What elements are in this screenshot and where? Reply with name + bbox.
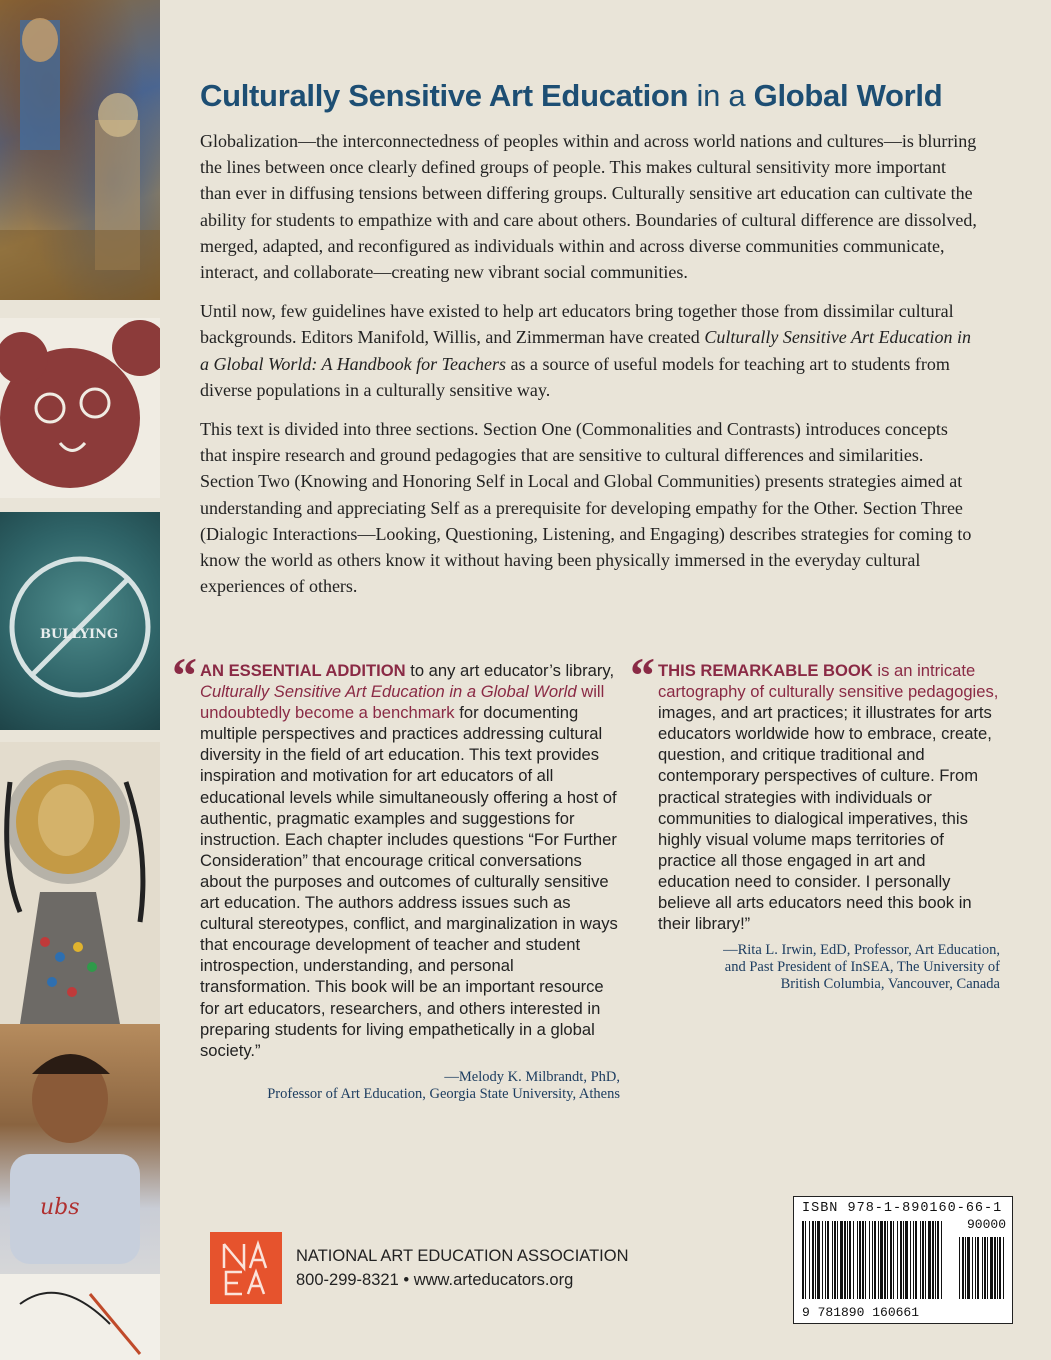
barcode-bar [853,1221,854,1299]
page-title [200,78,942,114]
barcode-bar [802,1221,804,1299]
addon-bar [962,1237,964,1299]
naea-logo [210,1232,282,1304]
barcode-bar [920,1221,921,1299]
barcode-bar [815,1221,816,1299]
student-drawing-photo [0,1024,160,1360]
barcode-bar [903,1221,904,1299]
image-strip [0,0,160,1360]
barcode-bar [822,1221,823,1299]
addon-bar [975,1237,976,1299]
barcode-bar [825,1221,826,1299]
barcode-bar [874,1221,876,1299]
barcode-bar [941,1221,942,1299]
addon-bar [965,1237,966,1299]
book-title-inline: Culturally Sensitive Art Education in a Global World: A Handbook for Teachers [200,327,971,374]
addon-bar [987,1237,988,1299]
price-addon: 90000 [966,1217,1006,1232]
organization-info [296,1244,629,1292]
title-end: Global World [753,78,943,113]
endorsement-irwin [630,647,1000,993]
barcode-bar [905,1221,908,1299]
addon-bar [997,1237,998,1299]
barcode-bar [834,1221,836,1299]
barcode-bar [922,1221,924,1299]
doll-artwork [0,742,160,1024]
bullying-word: BULLYING [40,627,119,642]
barcode-bar [862,1221,864,1299]
student-photo [0,1024,160,1360]
barcode-bar [890,1221,892,1299]
endorsement-lead-cont-b: will undoubtedly become a benchmark [200,682,605,723]
barcode-bar [859,1221,861,1299]
description [200,128,978,612]
barcode-bar [897,1221,898,1299]
title-main: Culturally Sensitive Art Education [200,78,689,113]
bullying-artwork-image [0,512,160,730]
paragraph-2-start: Until now, few guidelines have existed to help art educators bring together those from dissimilar cultural backgrounds. Editors Manifold, Willis, and Zimmerman have created [200,301,954,348]
barcode-bar [857,1221,858,1299]
addon-bar [982,1237,983,1299]
mona-lisa-doll-image [0,742,160,1024]
endorsement-attribution [658,942,1000,993]
endorsement-milbrandt [172,647,620,1103]
endorsement-text [200,660,620,1061]
barcode-bar [928,1221,931,1299]
attribution-affiliation-2: British Columbia, Vancouver, Canada [780,976,1000,993]
paragraph-1: Globalization—the interconnectedness of peoples within and across world nations and cultures—is blurring the lines between once clearly defined groups of people. This makes cultural sensitivity more important than ever in diffusing tensions between differing groups. Culturally sensitive art education can cultivate the ability for students to empathize with and care about others. Boundaries of cultural difference are dissolved, merged, adapted, and reconfigured as individuals within and across diverse communities communicate, interact, and collaborate—creating new vibrant social communities. [200,131,977,283]
painting-figures [0,0,160,300]
barcode-bar [935,1221,936,1299]
attribution-affiliation: Professor of Art Education, Georgia State University, Athens [267,1085,620,1102]
addon-bar [1003,1237,1004,1299]
addon-bar [990,1237,993,1299]
barcode-bar [937,1221,939,1299]
title-connector: in a [696,78,746,113]
lion-print-image [0,318,160,498]
barcode-bar [878,1221,879,1299]
naea-logo-icon [210,1232,282,1304]
no-bullying-sign [0,512,160,730]
addon-bar [999,1237,1001,1299]
barcode-bar [865,1221,866,1299]
svg-text:ubs: ubs [40,1195,80,1220]
barcode-bar [827,1221,829,1299]
barcode-bar [872,1221,873,1299]
barcode-bar [832,1221,833,1299]
barcode-bar [884,1221,886,1299]
barcode-bar [817,1221,820,1299]
barcode-bar [805,1221,806,1299]
barcode-bar [880,1221,883,1299]
attribution-name: —Rita L. Irwin, EdD, Professor, Art Education, [723,942,1000,959]
attribution-affiliation-1: and Past President of InSEA, The University of [724,959,1000,976]
endorsement-attribution [200,1069,620,1103]
isbn-number: ISBN 978-1-890160-66-1 [802,1201,1003,1216]
barcode-bar [869,1221,870,1299]
barcode-bar [844,1221,846,1299]
addon-bar [977,1237,979,1299]
endorsement-lead: AN ESSENTIAL ADDITION [200,661,406,680]
barcode-bar [840,1221,843,1299]
addon-bar [994,1237,996,1299]
barcode-bar [847,1221,848,1299]
barcode-bar [925,1221,926,1299]
endorsement-lead-cont-a: to any art educator’s library, [410,661,615,680]
painting-image [0,0,160,300]
endorsement-body: images, and art practices; it illustrates for arts educators worldwide how to embrace, create, question, and critique traditional and contemporary perspectives of culture. From practical strategies with individuals or communities to dialogical imperatives, this highly visual volume maps territories of practice all those engaged in art and education need to consider. I personally believe all arts educators need this book in their library!” [658,703,992,934]
endorsement-lead-cont: is an intricate cartography of culturally sensitive pedagogies, [658,661,999,702]
addon-bar [972,1237,973,1299]
addon-bar [984,1237,986,1299]
barcode-digits: 9 781890 160661 [802,1305,920,1320]
endorsement-text [658,660,1000,934]
paragraph-3: This text is divided into three sections. Section One (Commonalities and Contrasts) introduces concepts that inspire research and ground pedagogies that are sensitive to cultural differences and similarities. Section Two (Knowing and Honoring Self in Local and Global Communities) presents strategies aimed at understanding and appreciating Self as a prerequisite for developing empathy for the Other. Section Three (Dialogic Interactions—Looking, Questioning, Listening, and Engaging) describes strategies for coming to know the world as others know it without having been physically immersed in the everyday cultural experiences of others. [200,419,972,597]
barcode-bar [913,1221,914,1299]
addon-bar [967,1237,970,1299]
endorsement-lead: THIS REMARKABLE BOOK [658,661,873,680]
quote-mark-icon: “ [630,647,655,703]
lion-print [0,318,160,498]
barcode-bar [887,1221,888,1299]
isbn-barcode [793,1196,1013,1324]
endorsement-body: for documenting multiple perspectives and practices addressing cultural diversity in the field of art education. This text provides inspiration and motivation for art educators of all educational levels while simultaneously offering a host of authentic, pragmatic examples and suggestions for instruction. Each chapter includes questions “For Further Consideration” that encourage critical conversations about the purposes and outcomes of culturally sensitive art education. The authors address issues such as cultural stereotypes, conflict, and marginalization in ways that encourage development of teacher and student introspection, understanding, and personal transformation. This book will be an important resource for art educators, researchers, and others interested in preparing students for living empathetically in a global society.” [200,703,618,1060]
organization-name: NATIONAL ART EDUCATION ASSOCIATION [296,1247,629,1265]
attribution-name: —Melody K. Milbrandt, PhD, [444,1068,620,1085]
addon-bar [959,1237,960,1299]
barcode-bar [910,1221,911,1299]
paragraph-2 [200,298,978,403]
barcode-bar [812,1221,814,1299]
barcode-bar [900,1221,902,1299]
organization-contact[interactable]: 800-299-8321 • www.arteducators.org [296,1271,574,1289]
paragraph-2-end: as a source of useful models for teaching art to students from diverse populations in a culturally sensitive way. [200,353,950,400]
barcode-bar [837,1221,838,1299]
barcode-bar [809,1221,810,1299]
barcode-bar [915,1221,917,1299]
quote-mark-icon: “ [172,647,197,703]
barcode-bar [932,1221,934,1299]
barcode-bar [849,1221,851,1299]
barcode-bar [893,1221,894,1299]
endorsement-book-title: Culturally Sensitive Art Education in a Global World [200,682,577,702]
